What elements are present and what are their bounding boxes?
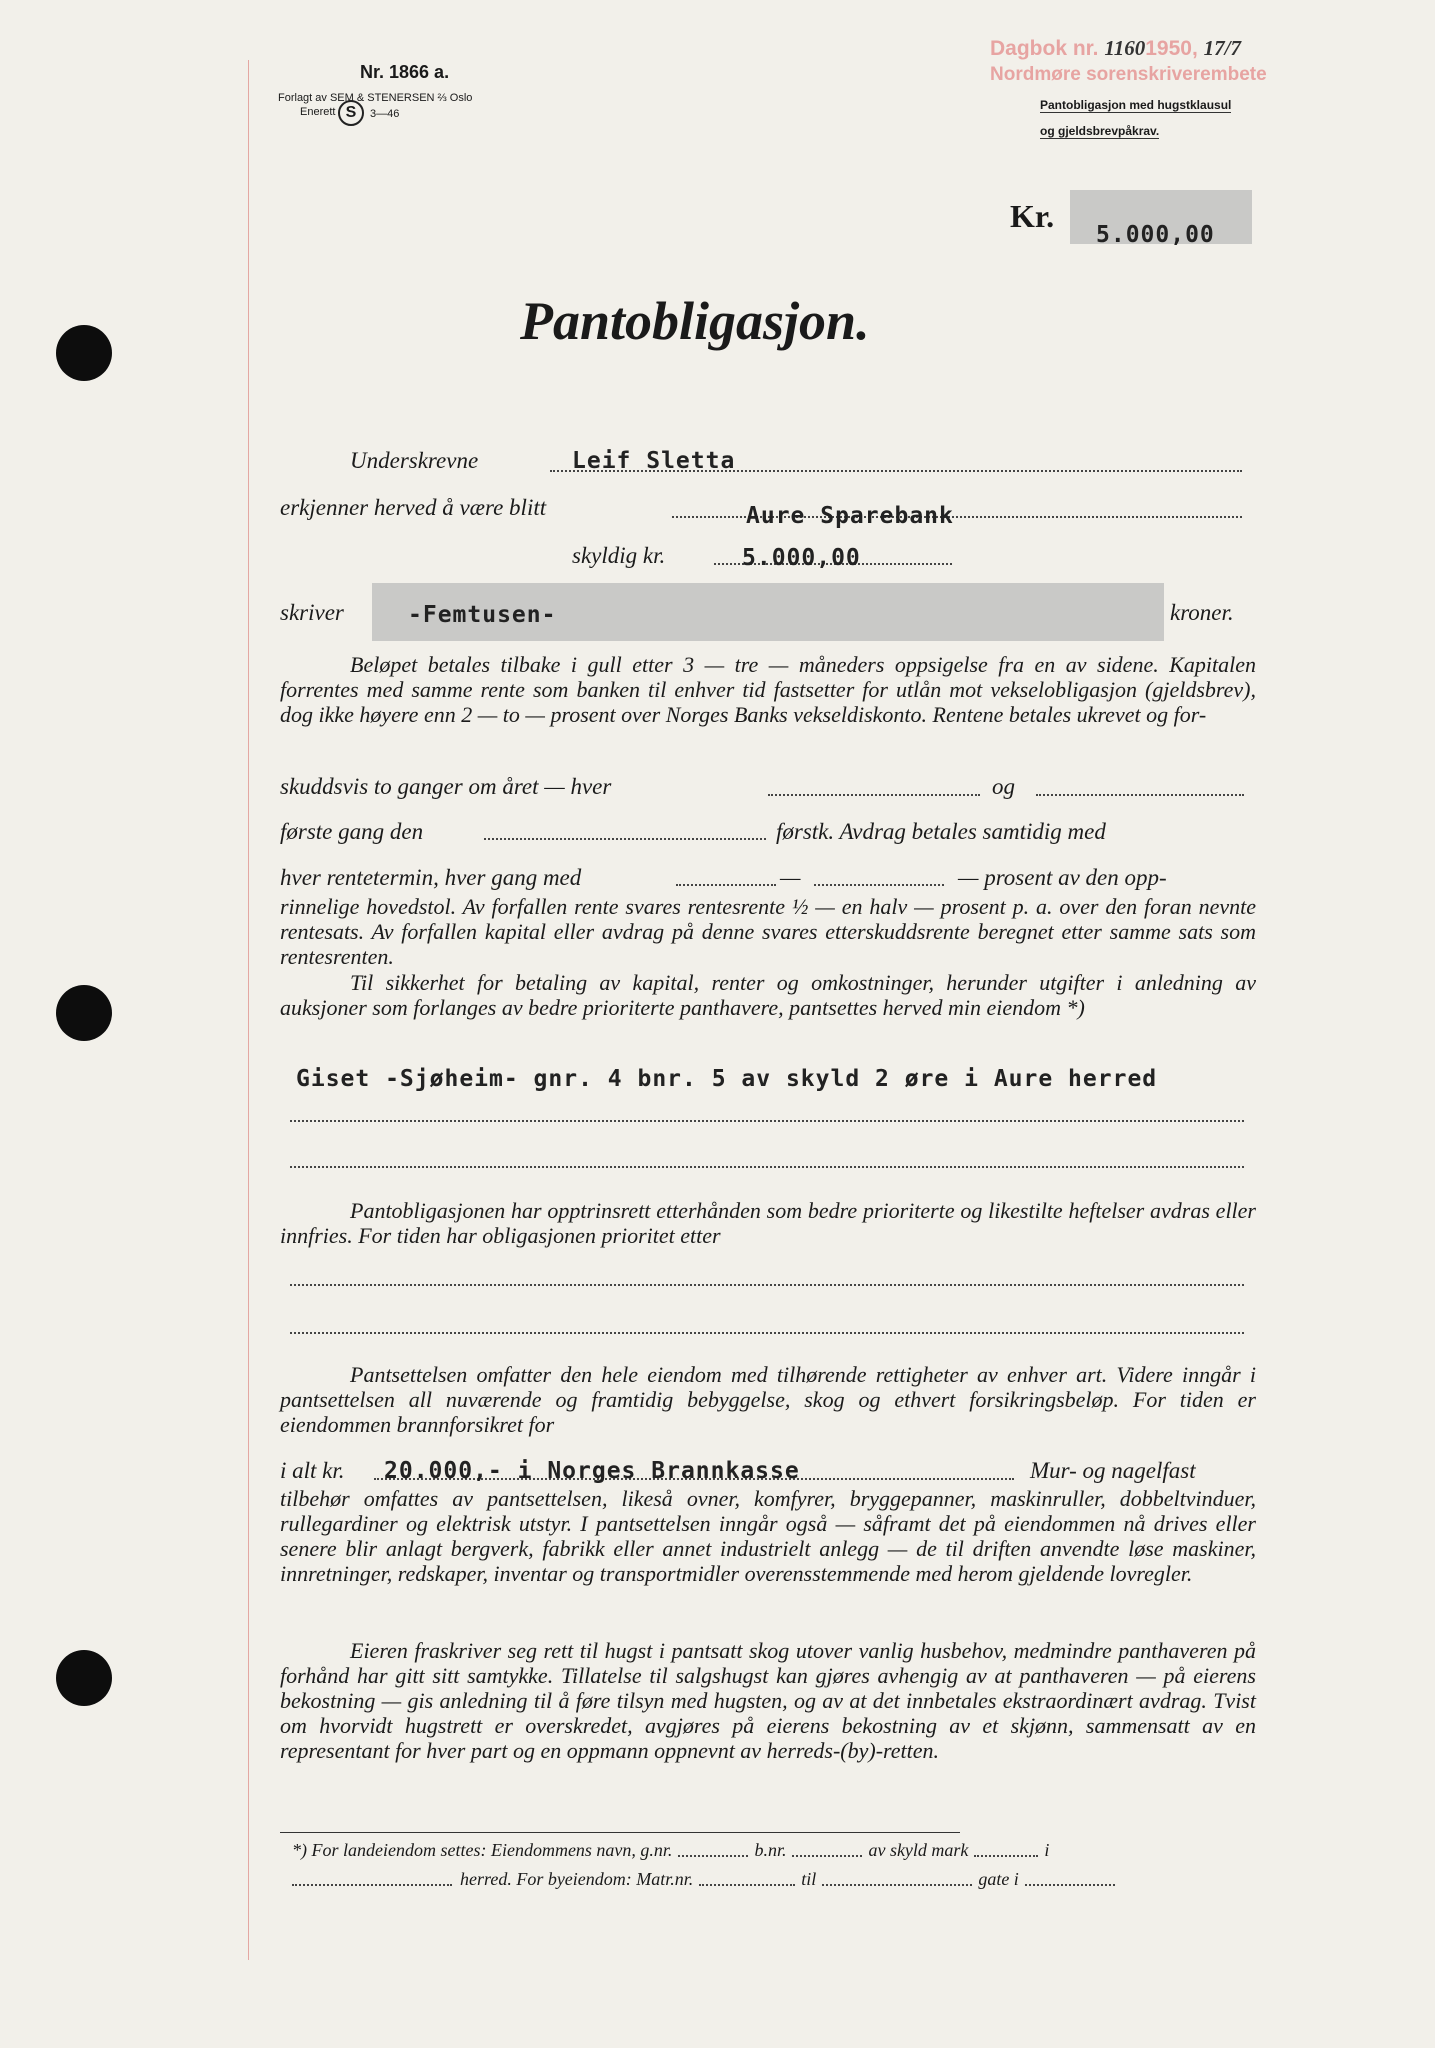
publisher-enerett: Enerett [300,106,336,118]
terms-paragraph-1: Beløpet betales tilbake i gull etter 3 — tre — måneders oppsigelse fra en av sidene. Kapitalen forrentes med samme rente som banken til enhver tid fastsetter for utlån mot vekselobligasjon (gjeldsbrev), dog ikke høyere enn 2 — to — prosent over Norges Banks vekseldiskonto. Rentene betales ukrevet og for- [280,652,1256,727]
publisher-line: Forlagt av SEM & STENERSEN ⅔ Oslo [278,92,473,104]
and-label: og [992,774,1015,799]
owes-label: erkjenner herved å være blitt [280,495,547,520]
doc-type-1: Pantobligasjon med hugstklausul [1040,98,1232,112]
terms-paragraph-4: Pantobligasjonen har opptrinsrett etterhånden som bedre prioriterte og likestilte heftelser avdras eller innfries. For tiden har obligasjonen prioritet etter [280,1198,1256,1248]
amount-label: Kr. [1010,198,1055,234]
punch-hole [56,325,112,381]
stamp-office: Nordmøre sorenskriverembete [990,64,1267,85]
punch-hole [56,1650,112,1706]
undersigned-label: Underskrevne [350,448,479,473]
terms-paragraph-2: rinnelige hovedstol. Av forfallen rente svares rentesrente ½ — en halv — prosent p. a. over den foran nevnte rentesats. Av forfallen kapital eller avdrag på denne svares etterskuddsrente beregnet etter samme sats som rentesrenten. [280,894,1256,969]
property-value: Giset -Sjøheim- gnr. 4 bnr. 5 av skyld 2 øre i Aure herred [296,1066,1158,1092]
undersigned-value: Leif Sletta [572,448,736,474]
percent-label: — prosent av den opp- [958,865,1167,890]
insurance-tail: Mur- og nagelfast [1030,1458,1196,1483]
dash-label: — [780,865,801,890]
document-title: Pantobligasjon. [520,291,870,351]
form-number: Nr. 1866 a. [360,62,450,82]
debt-value: 5.000,00 [742,545,861,571]
blank-line [290,1284,1244,1286]
first-time-label: første gang den [280,819,424,844]
stamp-diary: Dagbok nr. 11601950, 17/7 [990,36,1241,60]
publisher-logo: S [338,100,364,126]
blank-line [768,794,980,796]
creditor-value: Aure Sparebank [746,503,954,529]
per-term-label: hver rentetermin, hver gang med [280,865,582,890]
installment-label: førstk. Avdrag betales samtidig med [776,819,1106,844]
blank-line [290,1120,1244,1122]
blank-line [290,1166,1244,1168]
footnote: *) For landeiendom settes: Eiendommens navn, g.nr. b.nr. av skyld mark i herred. For byeiendom: Matr.nr. til gate i [292,1840,1258,1890]
publisher-code: 3—46 [370,108,400,120]
blank-line [676,884,776,886]
margin-rule [248,60,249,1960]
terms-paragraph-3: Til sikkerhet for betaling av kapital, renter og omkostninger, herunder utgifter i anledning av auksjoner som forlanges av bedre prioriterte panthavere, pantsettes herved min eiendom *) [280,970,1256,1020]
doc-type-2: og gjeldsbrevpåkrav. [1040,124,1160,138]
debt-label: skyldig kr. [572,543,666,568]
amount-value: 5.000,00 [1096,222,1215,248]
insurance-label: i alt kr. [280,1458,345,1483]
terms-paragraph-5: Pantsettelsen omfatter den hele eiendom med tilhørende rettigheter av enhver art. Videre inngår i pantsettelsen all nuværende og framtidig bebyggelse, skog og ethvert forsikringsbeløp. For tiden er eiendommen brannforsikret for [280,1362,1256,1437]
interest-frequency-label: skuddsvis to ganger om året — hver [280,774,612,799]
blank-line [484,838,766,840]
terms-paragraph-7: Eieren fraskriver seg rett til hugst i pantsatt skog utover vanlig husbehov, medmindre panthaveren på forhånd har gitt sitt samtykke. Tillatelse til salgshugst kan gjøres avhengig av at panthaveren — på eierens bekostning — gis anledning til å føre tilsyn med hugsten, og av at det innbetales ekstraordinært avdrag. Tvist om hvorvidt hugstrett er overskredet, avgjøres på eierens bekostning av et skjønn, sammensatt av en representant for hver part og en oppmann oppnevnt av herreds-(by)-retten. [280,1638,1256,1763]
blank-line [290,1332,1244,1334]
blank-line [814,884,944,886]
blank-line [1036,794,1244,796]
punch-hole [56,985,112,1041]
terms-paragraph-6: tilbehør omfattes av pantsettelsen, likeså ovner, komfyrer, bryggepanner, maskinruller, dobbeltvinduer, rullegardiner og elektrisk utstyr. I pantsettelsen inngår også — såframt det på eiendommen nå drives eller senere blir anlagt bergverk, fabrikk eller annet industrielt anlegg — de til driften anvendte løse maskiner, innretninger, redskaper, inventar og transportmidler overensstemmende med herom gjeldende lovregler. [280,1486,1256,1586]
kroner-label: kroner. [1170,600,1234,625]
writes-label: skriver [280,600,344,625]
writes-value: -Femtusen- [408,602,557,628]
footnote-rule [280,1832,960,1833]
insurance-value: 20.000,- i Norges Brannkasse [384,1458,800,1484]
